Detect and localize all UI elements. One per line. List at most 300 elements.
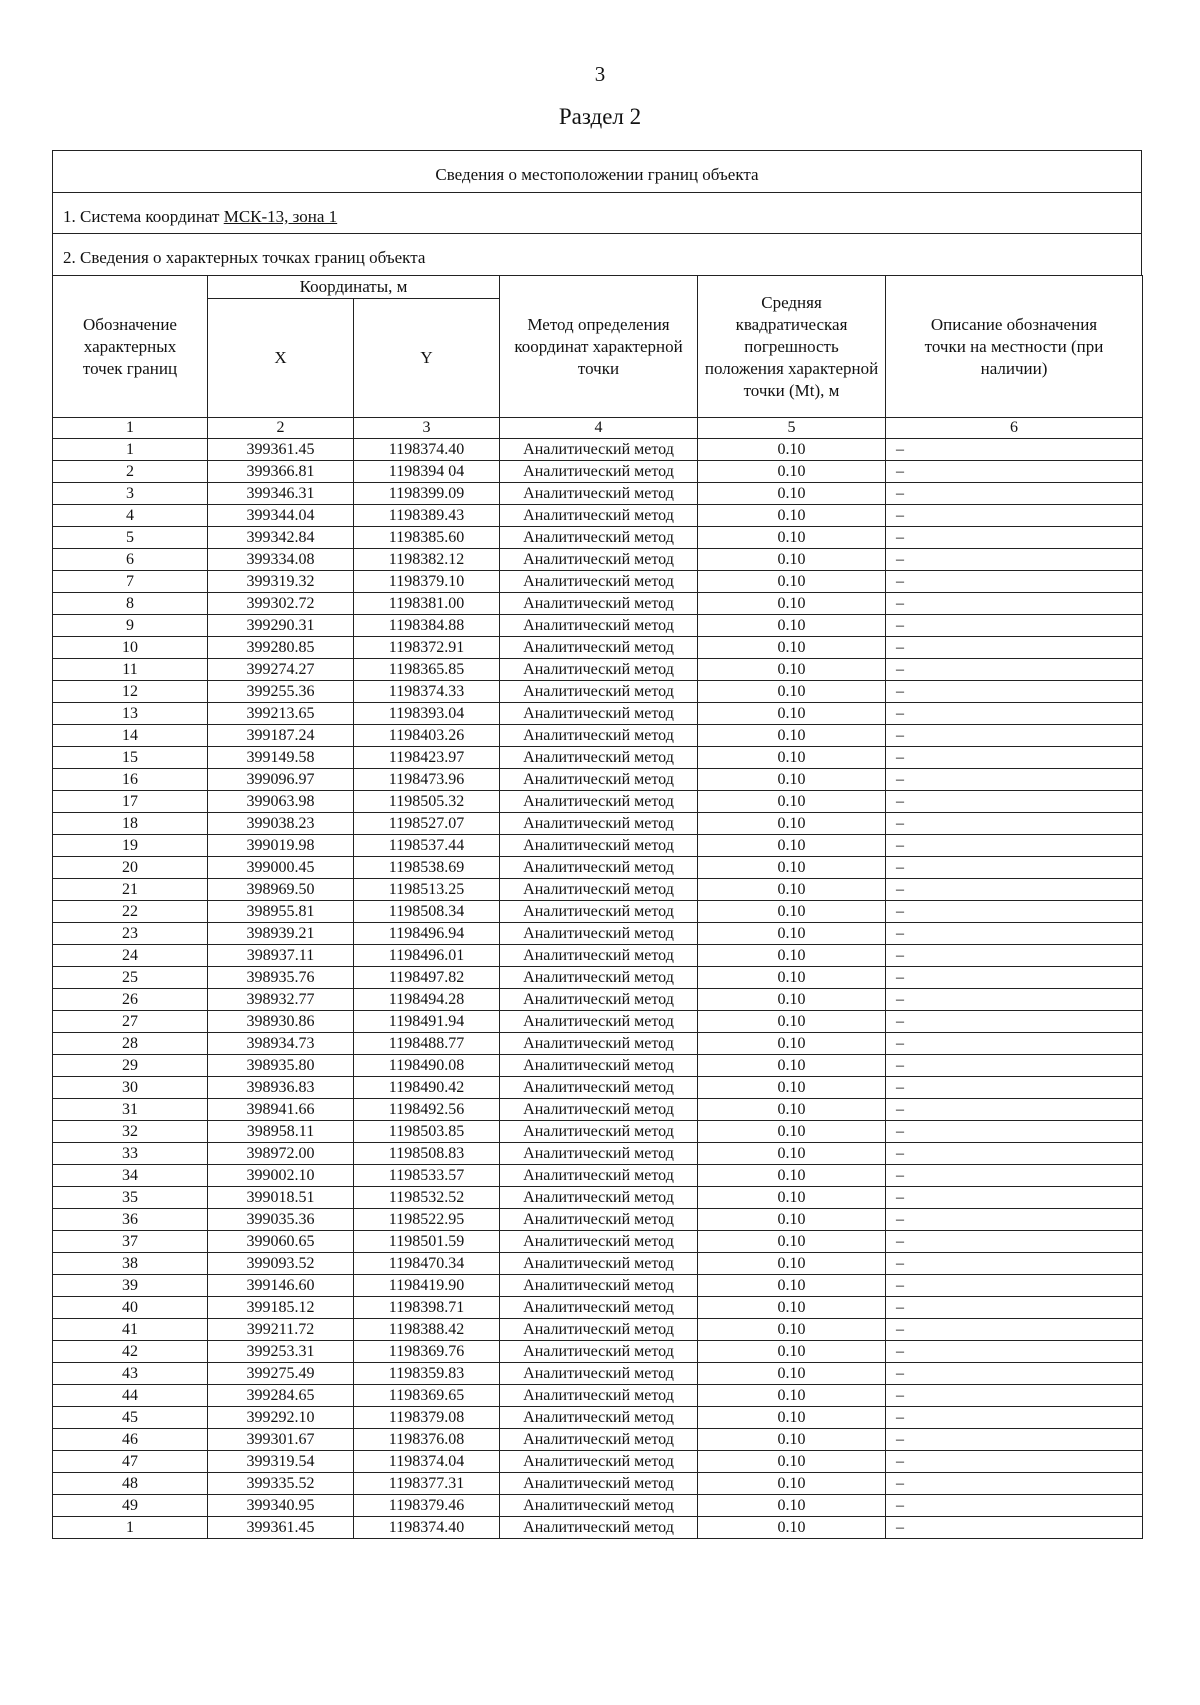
point-id-cell: 39 [53, 1275, 208, 1297]
y-cell: 1198379.46 [354, 1495, 500, 1517]
point-id-cell: 6 [53, 549, 208, 571]
error-cell: 0.10 [698, 1165, 886, 1187]
method-cell: Аналитический метод [500, 1341, 698, 1363]
x-cell: 399187.24 [208, 725, 354, 747]
error-cell: 0.10 [698, 461, 886, 483]
error-cell: 0.10 [698, 1275, 886, 1297]
header-coords: Координаты, м [208, 276, 500, 299]
x-cell: 398934.73 [208, 1033, 354, 1055]
description-cell: – [886, 901, 1143, 923]
method-cell: Аналитический метод [500, 1385, 698, 1407]
x-cell: 399002.10 [208, 1165, 354, 1187]
table-row [53, 1319, 1143, 1341]
table-row [53, 1363, 1143, 1385]
description-cell: – [886, 1165, 1143, 1187]
method-cell: Аналитический метод [500, 1451, 698, 1473]
method-cell: Аналитический метод [500, 1429, 698, 1451]
y-cell: 1198384.88 [354, 615, 500, 637]
point-id-cell: 34 [53, 1165, 208, 1187]
y-cell: 1198423.97 [354, 747, 500, 769]
method-cell: Аналитический метод [500, 747, 698, 769]
error-cell: 0.10 [698, 747, 886, 769]
table-row [53, 901, 1143, 923]
table-row [53, 615, 1143, 637]
error-cell: 0.10 [698, 505, 886, 527]
method-cell: Аналитический метод [500, 1231, 698, 1253]
description-cell: – [886, 813, 1143, 835]
method-cell: Аналитический метод [500, 527, 698, 549]
error-cell: 0.10 [698, 1143, 886, 1165]
y-cell: 1198374.40 [354, 439, 500, 461]
error-cell: 0.10 [698, 813, 886, 835]
method-cell: Аналитический метод [500, 549, 698, 571]
x-cell: 399018.51 [208, 1187, 354, 1209]
description-cell: – [886, 1363, 1143, 1385]
method-cell: Аналитический метод [500, 989, 698, 1011]
table-row [53, 1099, 1143, 1121]
y-cell: 1198522.95 [354, 1209, 500, 1231]
description-cell: – [886, 1517, 1143, 1539]
y-cell: 1198365.85 [354, 659, 500, 681]
method-cell: Аналитический метод [500, 945, 698, 967]
y-cell: 1198473.96 [354, 769, 500, 791]
description-cell: – [886, 505, 1143, 527]
column-number: 3 [354, 418, 500, 439]
y-cell: 1198496.01 [354, 945, 500, 967]
x-cell: 399255.36 [208, 681, 354, 703]
error-cell: 0.10 [698, 945, 886, 967]
point-id-cell: 14 [53, 725, 208, 747]
description-cell: – [886, 857, 1143, 879]
y-cell: 1198385.60 [354, 527, 500, 549]
error-cell: 0.10 [698, 923, 886, 945]
table-row [53, 571, 1143, 593]
point-id-cell: 47 [53, 1451, 208, 1473]
table-row [53, 1253, 1143, 1275]
x-cell: 398937.11 [208, 945, 354, 967]
y-cell: 1198394 04 [354, 461, 500, 483]
error-cell: 0.10 [698, 791, 886, 813]
error-cell: 0.10 [698, 1121, 886, 1143]
description-cell: – [886, 1275, 1143, 1297]
method-cell: Аналитический метод [500, 1495, 698, 1517]
table-row [53, 1143, 1143, 1165]
column-number: 4 [500, 418, 698, 439]
x-cell: 399280.85 [208, 637, 354, 659]
error-cell: 0.10 [698, 857, 886, 879]
description-cell: – [886, 571, 1143, 593]
point-id-cell: 22 [53, 901, 208, 923]
x-cell: 398932.77 [208, 989, 354, 1011]
point-id-cell: 1 [53, 1517, 208, 1539]
point-id-cell: 1 [53, 439, 208, 461]
table-row [53, 1231, 1143, 1253]
description-cell: – [886, 1407, 1143, 1429]
header-description: Описание обозначения точки на местности (при наличии) [886, 276, 1143, 418]
x-cell: 399346.31 [208, 483, 354, 505]
error-cell: 0.10 [698, 989, 886, 1011]
x-cell: 399319.54 [208, 1451, 354, 1473]
x-cell: 399290.31 [208, 615, 354, 637]
y-cell: 1198393.04 [354, 703, 500, 725]
point-id-cell: 9 [53, 615, 208, 637]
point-id-cell: 17 [53, 791, 208, 813]
y-cell: 1198508.83 [354, 1143, 500, 1165]
table-row [53, 483, 1143, 505]
coord-system-value: МСК-13, зона 1 [223, 207, 338, 226]
points-section-line: 2. Сведения о характерных точках границ объекта [63, 248, 426, 267]
header-point: Обозначение характерных точек границ [53, 276, 208, 418]
y-cell: 1198537.44 [354, 835, 500, 857]
table-row [53, 1187, 1143, 1209]
method-cell: Аналитический метод [500, 791, 698, 813]
error-cell: 0.10 [698, 1319, 886, 1341]
y-cell: 1198488.77 [354, 1033, 500, 1055]
table-row [53, 835, 1143, 857]
method-cell: Аналитический метод [500, 1121, 698, 1143]
description-cell: – [886, 835, 1143, 857]
error-cell: 0.10 [698, 483, 886, 505]
x-cell: 398939.21 [208, 923, 354, 945]
method-cell: Аналитический метод [500, 703, 698, 725]
point-id-cell: 30 [53, 1077, 208, 1099]
y-cell: 1198369.76 [354, 1341, 500, 1363]
object-info-block [52, 150, 1142, 276]
table-row [53, 879, 1143, 901]
x-cell: 399000.45 [208, 857, 354, 879]
error-cell: 0.10 [698, 1341, 886, 1363]
x-cell: 399361.45 [208, 1517, 354, 1539]
y-cell: 1198501.59 [354, 1231, 500, 1253]
description-cell: – [886, 1429, 1143, 1451]
method-cell: Аналитический метод [500, 835, 698, 857]
y-cell: 1198505.32 [354, 791, 500, 813]
point-id-cell: 7 [53, 571, 208, 593]
point-id-cell: 8 [53, 593, 208, 615]
method-cell: Аналитический метод [500, 615, 698, 637]
error-cell: 0.10 [698, 681, 886, 703]
method-cell: Аналитический метод [500, 1165, 698, 1187]
point-id-cell: 26 [53, 989, 208, 1011]
point-id-cell: 32 [53, 1121, 208, 1143]
y-cell: 1198374.04 [354, 1451, 500, 1473]
description-cell: – [886, 1187, 1143, 1209]
description-cell: – [886, 461, 1143, 483]
point-id-cell: 36 [53, 1209, 208, 1231]
section-title: Раздел 2 [558, 104, 642, 129]
point-id-cell: 15 [53, 747, 208, 769]
x-cell: 399301.67 [208, 1429, 354, 1451]
error-cell: 0.10 [698, 549, 886, 571]
description-cell: – [886, 1385, 1143, 1407]
method-cell: Аналитический метод [500, 769, 698, 791]
description-cell: – [886, 659, 1143, 681]
point-id-cell: 20 [53, 857, 208, 879]
method-cell: Аналитический метод [500, 1275, 698, 1297]
table-row [53, 549, 1143, 571]
x-cell: 399096.97 [208, 769, 354, 791]
x-cell: 398935.80 [208, 1055, 354, 1077]
method-cell: Аналитический метод [500, 571, 698, 593]
error-cell: 0.10 [698, 439, 886, 461]
point-id-cell: 16 [53, 769, 208, 791]
method-cell: Аналитический метод [500, 659, 698, 681]
x-cell: 399366.81 [208, 461, 354, 483]
y-cell: 1198419.90 [354, 1275, 500, 1297]
description-cell: – [886, 1143, 1143, 1165]
point-id-cell: 33 [53, 1143, 208, 1165]
error-cell: 0.10 [698, 1385, 886, 1407]
point-id-cell: 13 [53, 703, 208, 725]
error-cell: 0.10 [698, 1495, 886, 1517]
table-row [53, 1517, 1143, 1539]
x-cell: 398936.83 [208, 1077, 354, 1099]
point-id-cell: 31 [53, 1099, 208, 1121]
method-cell: Аналитический метод [500, 1517, 698, 1539]
description-cell: – [886, 1495, 1143, 1517]
header-y: Y [354, 299, 500, 418]
x-cell: 399340.95 [208, 1495, 354, 1517]
error-cell: 0.10 [698, 835, 886, 857]
y-cell: 1198379.10 [354, 571, 500, 593]
table-row [53, 1495, 1143, 1517]
x-cell: 399253.31 [208, 1341, 354, 1363]
description-cell: – [886, 769, 1143, 791]
y-cell: 1198389.43 [354, 505, 500, 527]
description-cell: – [886, 593, 1143, 615]
coord-system-line [53, 193, 1141, 234]
y-cell: 1198470.34 [354, 1253, 500, 1275]
y-cell: 1198398.71 [354, 1297, 500, 1319]
table-row [53, 923, 1143, 945]
point-id-cell: 44 [53, 1385, 208, 1407]
table-row [53, 1209, 1143, 1231]
x-cell: 398955.81 [208, 901, 354, 923]
error-cell: 0.10 [698, 1077, 886, 1099]
y-cell: 1198503.85 [354, 1121, 500, 1143]
y-cell: 1198538.69 [354, 857, 500, 879]
column-number: 2 [208, 418, 354, 439]
description-cell: – [886, 923, 1143, 945]
x-cell: 399284.65 [208, 1385, 354, 1407]
method-cell: Аналитический метод [500, 1473, 698, 1495]
description-cell: – [886, 989, 1143, 1011]
description-cell: – [886, 1033, 1143, 1055]
x-cell: 398972.00 [208, 1143, 354, 1165]
description-cell: – [886, 747, 1143, 769]
description-cell: – [886, 1319, 1143, 1341]
method-cell: Аналитический метод [500, 1297, 698, 1319]
description-cell: – [886, 681, 1143, 703]
table-row [53, 1385, 1143, 1407]
y-cell: 1198382.12 [354, 549, 500, 571]
table-row [53, 725, 1143, 747]
y-cell: 1198527.07 [354, 813, 500, 835]
description-cell: – [886, 1253, 1143, 1275]
description-cell: – [886, 1209, 1143, 1231]
method-cell: Аналитический метод [500, 681, 698, 703]
table-row [53, 1429, 1143, 1451]
y-cell: 1198369.65 [354, 1385, 500, 1407]
description-cell: – [886, 1121, 1143, 1143]
table-row [53, 967, 1143, 989]
description-cell: – [886, 483, 1143, 505]
x-cell: 399146.60 [208, 1275, 354, 1297]
point-id-cell: 19 [53, 835, 208, 857]
table-row [53, 1473, 1143, 1495]
y-cell: 1198399.09 [354, 483, 500, 505]
table-row [53, 1451, 1143, 1473]
table-row [53, 857, 1143, 879]
point-id-cell: 25 [53, 967, 208, 989]
method-cell: Аналитический метод [500, 901, 698, 923]
error-cell: 0.10 [698, 1429, 886, 1451]
description-cell: – [886, 615, 1143, 637]
x-cell: 399302.72 [208, 593, 354, 615]
x-cell: 398958.11 [208, 1121, 354, 1143]
method-cell: Аналитический метод [500, 1099, 698, 1121]
method-cell: Аналитический метод [500, 923, 698, 945]
description-cell: – [886, 527, 1143, 549]
table-row [53, 1297, 1143, 1319]
x-cell: 399185.12 [208, 1297, 354, 1319]
method-cell: Аналитический метод [500, 637, 698, 659]
table-row [53, 813, 1143, 835]
method-cell: Аналитический метод [500, 1319, 698, 1341]
table-row [53, 461, 1143, 483]
table-row [53, 659, 1143, 681]
method-cell: Аналитический метод [500, 1407, 698, 1429]
table-row [53, 1121, 1143, 1143]
column-numbers-row [53, 418, 1143, 439]
y-cell: 1198491.94 [354, 1011, 500, 1033]
x-cell: 398930.86 [208, 1011, 354, 1033]
error-cell: 0.10 [698, 1473, 886, 1495]
method-cell: Аналитический метод [500, 1363, 698, 1385]
description-cell: – [886, 637, 1143, 659]
method-cell: Аналитический метод [500, 1055, 698, 1077]
y-cell: 1198379.08 [354, 1407, 500, 1429]
x-cell: 398935.76 [208, 967, 354, 989]
x-cell: 398969.50 [208, 879, 354, 901]
y-cell: 1198359.83 [354, 1363, 500, 1385]
y-cell: 1198513.25 [354, 879, 500, 901]
y-cell: 1198381.00 [354, 593, 500, 615]
description-cell: – [886, 791, 1143, 813]
table-row [53, 1033, 1143, 1055]
page-number: 3 [594, 62, 606, 86]
error-cell: 0.10 [698, 1253, 886, 1275]
x-cell: 399334.08 [208, 549, 354, 571]
y-cell: 1198490.42 [354, 1077, 500, 1099]
description-cell: – [886, 1055, 1143, 1077]
description-cell: – [886, 879, 1143, 901]
description-cell: – [886, 703, 1143, 725]
description-cell: – [886, 1473, 1143, 1495]
method-cell: Аналитический метод [500, 1077, 698, 1099]
header-error: Средняя квадратическая погрешность положения характерной точки (Mt), м [698, 276, 886, 418]
method-cell: Аналитический метод [500, 725, 698, 747]
point-id-cell: 41 [53, 1319, 208, 1341]
x-cell: 399342.84 [208, 527, 354, 549]
x-cell: 399335.52 [208, 1473, 354, 1495]
point-id-cell: 45 [53, 1407, 208, 1429]
description-cell: – [886, 725, 1143, 747]
info-title: Сведения о местоположении границ объекта [53, 151, 1141, 193]
error-cell: 0.10 [698, 901, 886, 923]
x-cell: 399060.65 [208, 1231, 354, 1253]
error-cell: 0.10 [698, 593, 886, 615]
method-cell: Аналитический метод [500, 967, 698, 989]
point-id-cell: 12 [53, 681, 208, 703]
x-cell: 399274.27 [208, 659, 354, 681]
y-cell: 1198372.91 [354, 637, 500, 659]
y-cell: 1198533.57 [354, 1165, 500, 1187]
x-cell: 399275.49 [208, 1363, 354, 1385]
method-cell: Аналитический метод [500, 1143, 698, 1165]
point-id-cell: 38 [53, 1253, 208, 1275]
point-id-cell: 49 [53, 1495, 208, 1517]
point-id-cell: 46 [53, 1429, 208, 1451]
y-cell: 1198508.34 [354, 901, 500, 923]
point-id-cell: 35 [53, 1187, 208, 1209]
y-cell: 1198494.28 [354, 989, 500, 1011]
point-id-cell: 3 [53, 483, 208, 505]
description-cell: – [886, 967, 1143, 989]
error-cell: 0.10 [698, 769, 886, 791]
error-cell: 0.10 [698, 1297, 886, 1319]
point-id-cell: 18 [53, 813, 208, 835]
error-cell: 0.10 [698, 1209, 886, 1231]
description-cell: – [886, 1231, 1143, 1253]
y-cell: 1198497.82 [354, 967, 500, 989]
table-row [53, 439, 1143, 461]
header-x: X [208, 299, 354, 418]
point-id-cell: 29 [53, 1055, 208, 1077]
method-cell: Аналитический метод [500, 1011, 698, 1033]
table-row [53, 637, 1143, 659]
x-cell: 399149.58 [208, 747, 354, 769]
table-row [53, 1341, 1143, 1363]
x-cell: 399292.10 [208, 1407, 354, 1429]
x-cell: 399213.65 [208, 703, 354, 725]
point-id-cell: 37 [53, 1231, 208, 1253]
point-id-cell: 42 [53, 1341, 208, 1363]
error-cell: 0.10 [698, 703, 886, 725]
point-id-cell: 2 [53, 461, 208, 483]
description-cell: – [886, 1077, 1143, 1099]
point-id-cell: 10 [53, 637, 208, 659]
point-id-cell: 24 [53, 945, 208, 967]
x-cell: 399344.04 [208, 505, 354, 527]
y-cell: 1198377.31 [354, 1473, 500, 1495]
header-method: Метод определения координат характерной точки [500, 276, 698, 418]
column-number: 5 [698, 418, 886, 439]
error-cell: 0.10 [698, 1187, 886, 1209]
x-cell: 399035.36 [208, 1209, 354, 1231]
error-cell: 0.10 [698, 1055, 886, 1077]
method-cell: Аналитический метод [500, 505, 698, 527]
table-row [53, 1055, 1143, 1077]
table-row [53, 505, 1143, 527]
error-cell: 0.10 [698, 725, 886, 747]
error-cell: 0.10 [698, 659, 886, 681]
error-cell: 0.10 [698, 637, 886, 659]
description-cell: – [886, 439, 1143, 461]
error-cell: 0.10 [698, 1011, 886, 1033]
table-row [53, 747, 1143, 769]
table-row [53, 791, 1143, 813]
